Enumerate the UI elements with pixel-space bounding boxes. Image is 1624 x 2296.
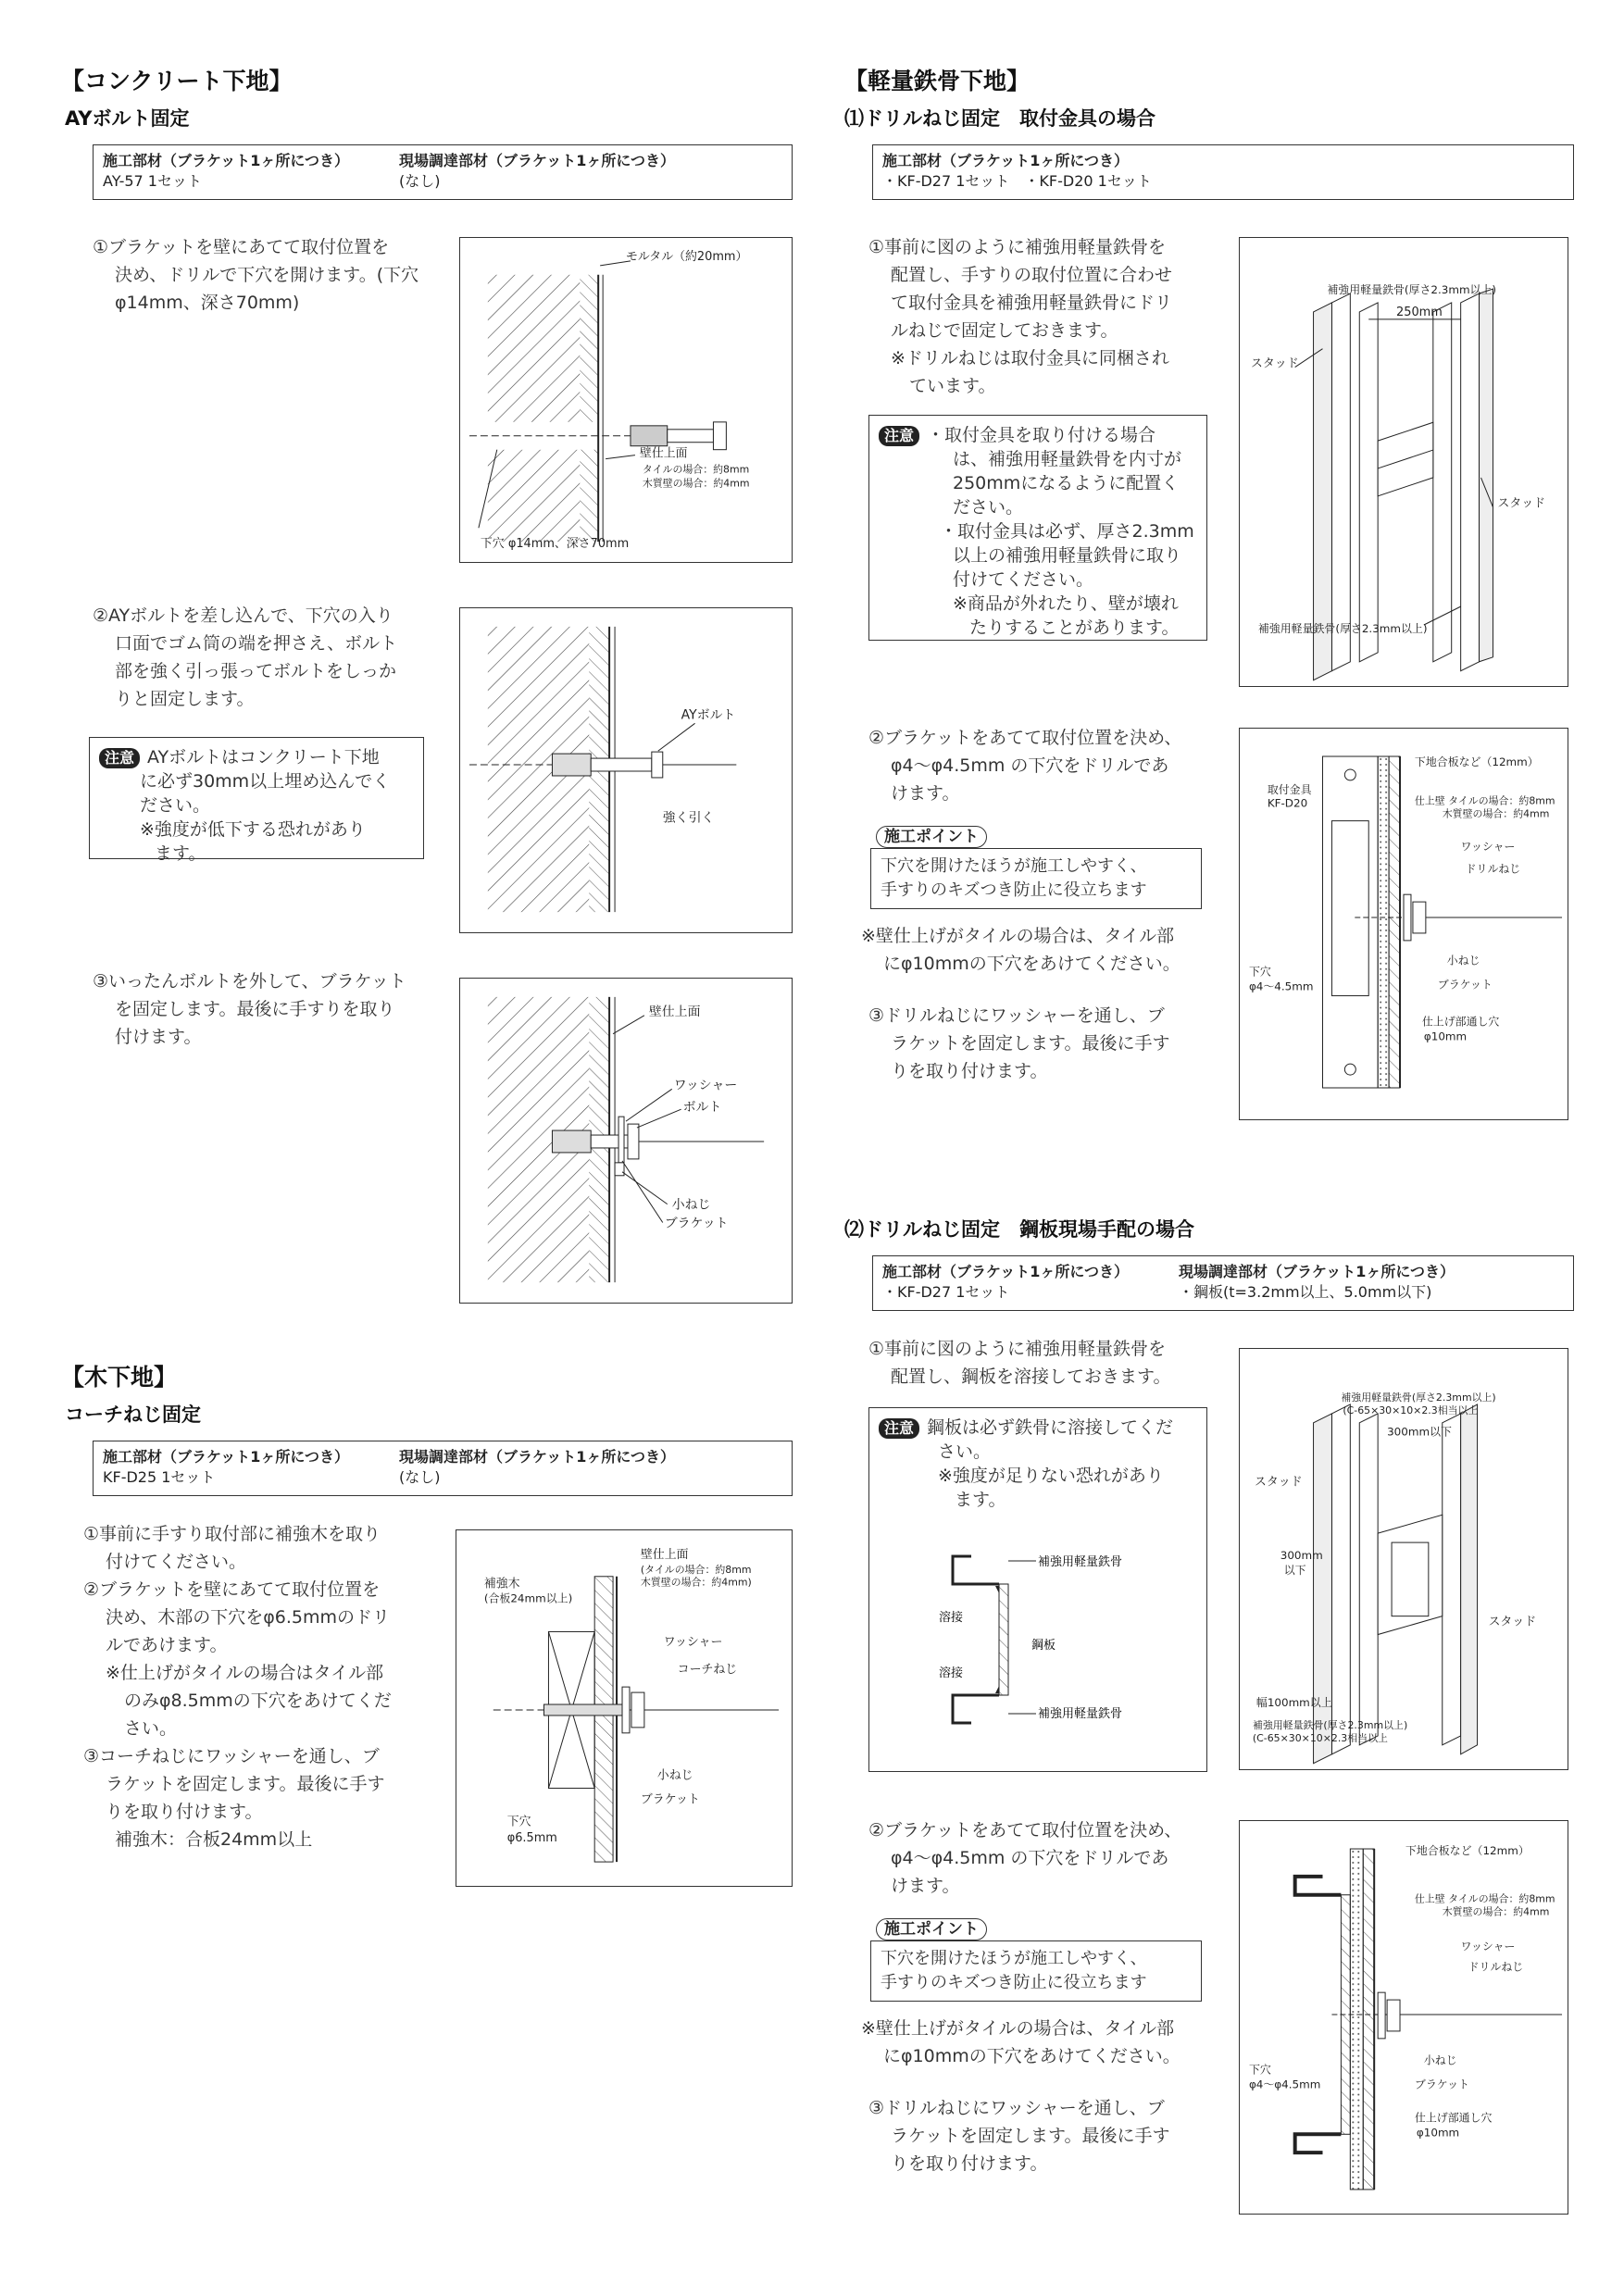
label-finish-wood: 木質壁の場合：約4mm [1442, 807, 1550, 820]
label-fitting: 取付金具 [1267, 782, 1312, 796]
steel-plate-diagram [879, 1519, 1193, 1760]
text-line: 口面でゴム筒の端を押さえ、ボルト [115, 633, 398, 654]
concrete-subheading: AYボルト固定 [65, 107, 190, 130]
steel1-materials [872, 144, 1574, 200]
label-dimension: 250mm [1396, 305, 1443, 319]
label-washer: ワッシャー [663, 1635, 723, 1650]
steel2-point-tag [876, 1918, 987, 1940]
concrete-heading: 【コンクリート下地】 [61, 68, 293, 94]
text-line: ださい。 [953, 497, 1024, 518]
text-line: φ14mm、深さ70mm) [115, 293, 300, 313]
text-line: て取付金具を補強用軽量鉄骨にドリ [891, 293, 1173, 313]
text-line: 決め、ドリルで下穴を開けます。(下穴 [115, 265, 419, 285]
label-tile: (タイルの場合：約8mm [640, 1563, 752, 1576]
label-small-screw: 小ねじ [656, 1768, 693, 1783]
steel1-tile-note [861, 922, 1231, 978]
steel2-caution-note [868, 1407, 1207, 1772]
text-line: 配置し、手すりの取付位置に合わせ [891, 265, 1173, 285]
label-finish: 仕上壁 タイルの場合：約8mm [1414, 1892, 1555, 1905]
text-line: 手すりのキズつき防止に役立ちます [881, 880, 1147, 900]
text-line: ※壁仕上げがタイルの場合は、タイル部 [861, 926, 1175, 946]
label-bottom-steel-spec: (C-65×30×10×2.3相当以上 [1252, 1731, 1388, 1744]
label-top-steel-spec: (C-65×30×10×2.3相当以上 [1343, 1404, 1479, 1416]
label-bracket: ブラケット [640, 1792, 700, 1807]
text-line: ラケットを固定します。最後に手す [891, 1033, 1170, 1054]
text-line: ラケットを固定します。最後に手す [891, 2126, 1170, 2146]
material-head: 施工部材（ブラケット1ヶ所につき） [103, 152, 350, 169]
text-line: ます。 [155, 843, 206, 864]
text-line: にφ10mmの下穴をあけてください。 [883, 954, 1181, 974]
text-line: ルねじで固定しておきます。 [891, 320, 1118, 341]
label-stud-left: スタッド [1250, 356, 1299, 371]
label-finish-wood: 木質壁の場合：約4mm [1442, 1905, 1550, 1918]
steel1-figure-b [1239, 728, 1568, 1120]
label-bottom-steel: 補強用軽量鉄骨 [1038, 1707, 1123, 1721]
text-line: ③ドリルねじにワッシャーを通し、ブ [868, 2098, 1165, 2118]
point-label: 施工ポイント [876, 826, 987, 848]
label-top-steel: 補強用軽量鉄骨(厚さ2.3mm以上) [1341, 1391, 1496, 1404]
text-line: ルであけます。 [106, 1635, 228, 1655]
label-washer: ワッシャー [1460, 840, 1516, 854]
text-line: 下穴を開けたほうが施工しやすく、 [881, 856, 1147, 876]
label-plywood: 下地合板など（12mm） [1405, 1843, 1530, 1857]
label-pilot-hole: 下穴 [506, 1815, 531, 1829]
label-coach-screw: コーチねじ [677, 1663, 738, 1678]
caution-tag: 注意 [879, 426, 919, 446]
material-head: 現場調達部材（ブラケット1ヶ所につき） [399, 152, 676, 169]
label-wood-wall: 木質壁の場合：約4mm) [640, 1576, 752, 1589]
text-line: φ4～φ4.5mm の下穴をドリルであ [891, 755, 1169, 776]
text-line: ※仕上げがタイルの場合はタイル部 [106, 1663, 384, 1683]
steel2-step1 [868, 1335, 1230, 1391]
material-value: (なし) [399, 1468, 441, 1486]
steel1-step2 [868, 724, 1230, 807]
material-value: ・鋼板(t=3.2mm以上、5.0mm以下) [1179, 1283, 1432, 1301]
label-fitting-code: KF-D20 [1267, 796, 1308, 810]
text-line: 付けてください。 [953, 569, 1094, 590]
material-value: ・KF-D27 1セット [882, 1283, 1010, 1301]
material-head: 施工部材（ブラケット1ヶ所につき） [882, 1263, 1130, 1280]
text-line: ①事前に図のように補強用軽量鉄骨を [868, 237, 1167, 257]
text-line: りと固定します。 [115, 689, 255, 709]
steel1-point-tag [876, 826, 987, 848]
steel1-caution-note [868, 415, 1207, 641]
text-line: りを取り付けます。 [891, 1061, 1048, 1081]
label-stud-right: スタッド [1497, 496, 1546, 511]
material-head: 施工部材（ブラケット1ヶ所につき） [882, 152, 1130, 169]
text-line: ③ドリルねじにワッシャーを通し、ブ [868, 1005, 1165, 1026]
label-bracket: ブラケット [1437, 978, 1493, 992]
steel2-point-box [870, 1940, 1202, 2002]
text-line: ・取付金具を取り付ける場合 [927, 425, 1156, 445]
text-line: ②AYボルトを差し込んで、下穴の入り [93, 605, 394, 626]
material-head: 現場調達部材（ブラケット1ヶ所につき） [1179, 1263, 1455, 1280]
text-line: りを取り付けます。 [891, 2153, 1048, 2174]
text-line: 付けてください。 [106, 1552, 247, 1572]
text-line: ※ドリルねじは取付金具に同梱され [891, 348, 1169, 368]
text-line: φ4～φ4.5mm の下穴をドリルであ [891, 1848, 1169, 1868]
text-line: 付けます。 [115, 1027, 202, 1047]
text-line: ③いったんボルトを外して、ブラケット [93, 971, 406, 992]
label-pilot-size: φ6.5mm [506, 1831, 557, 1846]
label-stud-right: スタッド [1488, 1615, 1537, 1629]
concrete-step2 [93, 602, 444, 713]
label-small-screw: 小ねじ [1423, 2053, 1457, 2067]
label-drill-screw: ドリルねじ [1468, 1960, 1524, 1974]
label-wall-finish: 壁仕上面 [639, 446, 688, 461]
concrete-figure-2 [459, 607, 793, 933]
text-line: にφ10mmの下穴をあけてください。 [883, 2046, 1181, 2066]
label-wall-finish: 壁仕上面 [648, 1004, 701, 1019]
steel2-figure-c [1239, 1348, 1568, 1770]
label-height-note: 以下 [1283, 1563, 1306, 1577]
text-line: ※強度が足りない恐れがあり [938, 1466, 1164, 1486]
material-value: AY-57 1セット [103, 172, 202, 190]
text-line: ※強度が低下する恐れがあり [140, 819, 366, 840]
text-line: 補強木：合板24mm以上 [115, 1829, 313, 1850]
text-line: ます。 [955, 1490, 1006, 1510]
wood-materials [93, 1441, 793, 1496]
label-stud-left: スタッド [1254, 1475, 1303, 1490]
text-line: ださい。 [140, 795, 211, 816]
text-line: ②ブラケットを壁にあてて取付位置を [83, 1579, 381, 1600]
concrete-figure-3 [459, 978, 793, 1304]
label-pilot-hole: 下穴 [1248, 965, 1271, 979]
label-weld-bottom: 溶接 [939, 1666, 964, 1680]
text-line: ③コーチねじにワッシャーを通し、ブ [83, 1746, 380, 1766]
text-line: に必ず30mm以上埋め込んでく [140, 771, 391, 792]
concrete-materials [93, 144, 793, 200]
steel-section1-heading: ⑴ドリルねじ固定 取付金具の場合 [844, 107, 1156, 130]
text-line: ①事前に手すり取付部に補強木を取り [83, 1524, 381, 1544]
steel1-step1 [868, 233, 1220, 400]
label-bracket: ブラケット [664, 1216, 729, 1231]
label-washer: ワッシャー [673, 1078, 738, 1093]
text-line: 鋼板は必ず鉄骨に溶接してくだ [927, 1417, 1174, 1438]
concrete-caution-note [89, 737, 424, 864]
label-top-steel: 補強用軽量鉄骨 [1038, 1555, 1123, 1569]
label-pilot-size: φ4～φ4.5mm [1248, 2078, 1321, 2091]
point-label: 施工ポイント [876, 1918, 987, 1940]
label-pilot-hole: 下穴 [1248, 2063, 1271, 2077]
steel-section2-heading: ⑵ドリルねじ固定 鋼板現場手配の場合 [844, 1218, 1194, 1241]
label-pilot-size: φ4～4.5mm [1248, 980, 1314, 993]
text-line: ①事前に図のように補強用軽量鉄骨を [868, 1339, 1167, 1359]
text-line: 決め、木部の下穴をφ6.5mmのドリ [106, 1607, 391, 1628]
text-line: ※壁仕上げがタイルの場合は、タイル部 [861, 2018, 1175, 2039]
material-value: (なし) [399, 172, 441, 190]
steel1-step3 [868, 1002, 1230, 1085]
label-small-screw: 小ねじ [671, 1197, 711, 1213]
material-head: 施工部材（ブラケット1ヶ所につき） [103, 1448, 350, 1466]
label-ay-bolt: AYボルト [681, 707, 736, 723]
text-line: ています。 [909, 376, 996, 396]
steel2-materials [872, 1255, 1574, 1311]
text-line: けます。 [891, 783, 960, 804]
text-line: 下穴を開けたほうが施工しやすく、 [881, 1949, 1147, 1968]
wood-steps [83, 1520, 435, 1853]
caution-tag: 注意 [879, 1418, 919, 1439]
steel2-step3 [868, 2094, 1230, 2177]
label-through-hole: 仕上げ部通し穴 [1414, 2111, 1493, 2125]
text-line: のみφ8.5mmの下穴をあけてくだ [124, 1691, 392, 1711]
material-value: ・KF-D27 1セット ・KF-D20 1セット [882, 172, 1152, 190]
label-finish: 仕上壁 タイルの場合：約8mm [1414, 794, 1555, 807]
steel1-figure-a [1239, 237, 1568, 687]
text-line: 以上の補強用軽量鉄骨に取り [953, 545, 1182, 566]
wood-subheading: コーチねじ固定 [65, 1404, 201, 1426]
text-line: ②ブラケットをあてて取付位置を決め、 [868, 1820, 1182, 1841]
label-through-size: φ10mm [1416, 2126, 1460, 2140]
label-steel-plate: 鋼板 [1031, 1639, 1056, 1653]
text-line: ラケットを固定します。最後に手す [106, 1774, 385, 1794]
label-weld-top: 溶接 [939, 1611, 964, 1625]
steel2-figure-d [1239, 1820, 1568, 2215]
label-drill-screw: ドリルねじ [1465, 862, 1521, 876]
label-mortar: モルタル（約20mm） [626, 249, 748, 264]
steel-heading: 【軽量鉄骨下地】 [844, 68, 1031, 94]
label-pull: 強く引く [662, 810, 715, 826]
material-value: KF-D25 1セット [103, 1468, 216, 1486]
label-dimension: 300mm以下 [1387, 1425, 1452, 1439]
text-line: ②ブラケットをあてて取付位置を決め、 [868, 728, 1182, 748]
text-line: は、補強用軽量鉄骨を内寸が [953, 449, 1182, 469]
concrete-step1 [93, 233, 444, 317]
label-plywood: 下地合板など（12mm） [1414, 755, 1539, 768]
text-line: ①ブラケットを壁にあてて取付位置を [93, 237, 390, 257]
label-plywood: (合板24mm以上) [483, 1591, 573, 1605]
text-line: けます。 [891, 1876, 960, 1896]
label-wood: 木質壁の場合：約4mm [642, 477, 750, 490]
text-line: ・取付金具は必ず、厚さ2.3mm [940, 521, 1194, 542]
text-line: りを取り付けます。 [106, 1802, 263, 1822]
wood-figure [456, 1529, 793, 1887]
label-washer: ワッシャー [1460, 1940, 1516, 1953]
text-line: さい。 [938, 1441, 992, 1462]
text-line: 配置し、鋼板を溶接しておきます。 [891, 1366, 1171, 1387]
label-reinforce-wood: 補強木 [483, 1577, 520, 1591]
label-bottom-steel: 補強用軽量鉄骨(厚さ2.3mm以上) [1252, 1718, 1408, 1731]
text-line: たりすることがあります。 [969, 618, 1180, 638]
concrete-step3 [93, 967, 444, 1051]
caution-tag: 注意 [99, 748, 140, 768]
text-line: ※商品が外れたり、壁が壊れ [953, 593, 1179, 614]
steel2-step2 [868, 1816, 1230, 1900]
label-top-steel: 補強用軽量鉄骨(厚さ2.3mm以上) [1327, 283, 1497, 297]
material-head: 現場調達部材（ブラケット1ヶ所につき） [399, 1448, 676, 1466]
label-through-size: φ10mm [1423, 1029, 1468, 1043]
steel1-point-box [870, 848, 1202, 909]
label-pilot-hole: 下穴 φ14mm、深さ70mm [480, 537, 630, 552]
text-line: 手すりのキズつき防止に役立ちます [881, 1973, 1147, 1992]
label-tile: タイルの場合：約8mm [642, 463, 750, 476]
label-bracket: ブラケット [1414, 2078, 1469, 2091]
label-width: 幅100mm以上 [1255, 1696, 1332, 1710]
label-small-screw: 小ねじ [1446, 954, 1480, 967]
text-line: 部を強く引っ張ってボルトをしっか [115, 661, 397, 681]
wood-heading: 【木下地】 [61, 1364, 178, 1391]
label-wall-finish: 壁仕上面 [640, 1547, 689, 1562]
text-line: を固定します。最後に手すりを取り [115, 999, 395, 1019]
concrete-figure-1 [459, 237, 793, 563]
label-bolt: ボルト [682, 1100, 722, 1116]
steel2-tile-note [861, 2015, 1231, 2070]
label-through-hole: 仕上げ部通し穴 [1421, 1015, 1500, 1029]
label-height: 300mm [1280, 1549, 1323, 1562]
text-line: 250mmになるように配置く [953, 473, 1180, 493]
text-line: AYボルトはコンクリート下地 [147, 747, 380, 767]
text-line: さい。 [124, 1718, 178, 1739]
label-bottom-steel: 補強用軽量鉄骨(厚さ2.3mm以上) [1257, 621, 1428, 635]
